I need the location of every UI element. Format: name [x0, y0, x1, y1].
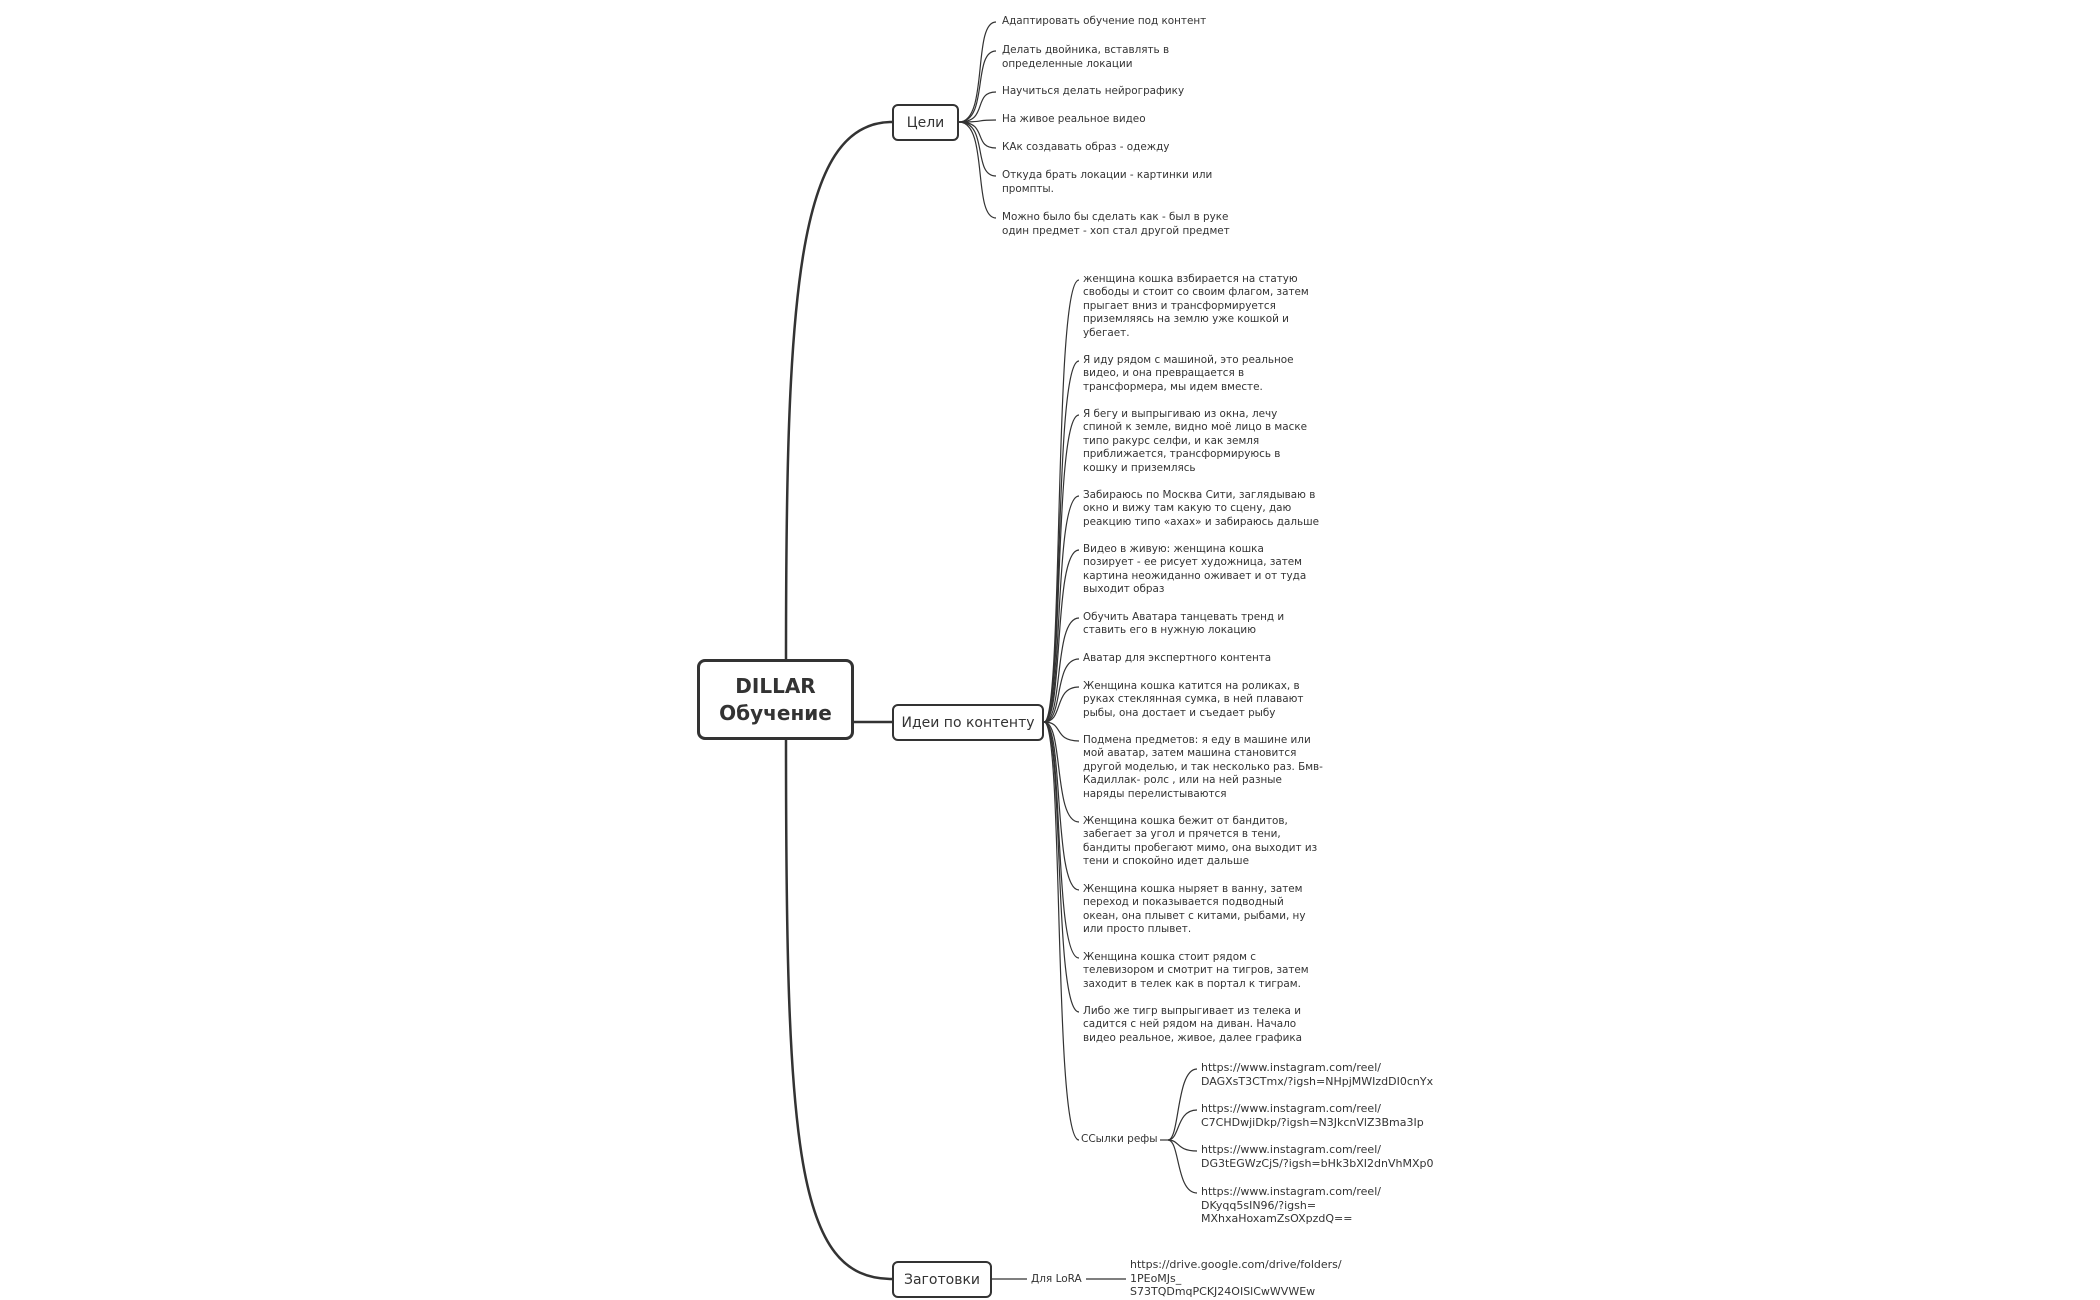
branch-ideas[interactable]: [892, 704, 1044, 741]
idea-item[interactable]: [1083, 354, 1294, 394]
idea-item-line: типо ракурс селфи, и как земля: [1083, 434, 1260, 447]
root-node[interactable]: [697, 659, 854, 740]
edge-idea-item: [1044, 496, 1079, 722]
idea-item-line: кошку и приземлясь: [1083, 461, 1196, 474]
edge-idea-item: [1044, 722, 1079, 890]
idea-item[interactable]: [1083, 951, 1309, 991]
goal-item-line: Адаптировать обучение под контент: [1002, 15, 1207, 27]
idea-item-line: или просто плывет.: [1083, 923, 1192, 936]
edge-goal-item: [959, 122, 996, 176]
idea-item-line: Подмена предметов: я еду в машине или: [1083, 734, 1311, 746]
idea-item-line: Я иду рядом с машиной, это реальное: [1083, 354, 1294, 366]
lora-link-line: https://drive.google.com/drive/folders/: [1130, 1258, 1342, 1271]
edge-idea-refs: [1044, 722, 1079, 1140]
edge-idea-item: [1044, 550, 1079, 722]
goal-item[interactable]: [1002, 113, 1146, 127]
idea-item-line: наряды перелистываются: [1083, 787, 1227, 800]
goal-item[interactable]: [1002, 169, 1212, 196]
idea-item-line: Я бегу и выпрыгиваю из окна, лечу: [1083, 408, 1278, 420]
edge-idea-item: [1044, 687, 1079, 722]
idea-item[interactable]: [1083, 883, 1306, 937]
ref-link-line: MXhxaHoxamZsOXpzdQ==: [1201, 1212, 1353, 1225]
idea-item-line: свободы и стоит со своим флагом, затем: [1083, 286, 1309, 299]
ref-link[interactable]: [1201, 1102, 1424, 1129]
lora-link-line: 1PEoMJs_: [1130, 1271, 1182, 1285]
idea-item-line: Женщина кошка стоит рядом с: [1083, 951, 1256, 963]
goal-item-line: промпты.: [1002, 182, 1054, 195]
idea-item-line: спиной к земле, видно моё лицо в маске: [1083, 421, 1307, 434]
idea-item-line: видео реальное, живое, далее графика: [1083, 1031, 1302, 1044]
goal-item[interactable]: [1002, 15, 1206, 29]
edge-idea-item: [1044, 722, 1079, 741]
goal-item-line: Откуда брать локации - картинки или: [1002, 169, 1213, 181]
edge-idea-item: [1044, 722, 1079, 1012]
idea-item-line: садится с ней рядом на диван. Начало: [1083, 1018, 1297, 1031]
lora-link[interactable]: [1130, 1258, 1342, 1299]
refs-label[interactable]: ССылки рефы: [1081, 1133, 1158, 1145]
edge-idea-item: [1044, 722, 1079, 822]
idea-item-line: реакцию типо «ахах» и забираюсь дальше: [1083, 515, 1319, 528]
idea-item-line: позирует - ее рисует художница, затем: [1083, 556, 1302, 569]
edge-idea-item: [1044, 659, 1079, 722]
idea-item-line: руках стеклянная сумка, в ней плавают: [1083, 693, 1304, 706]
ref-link-line: https://www.instagram.com/reel/: [1201, 1102, 1381, 1115]
idea-item[interactable]: [1083, 611, 1284, 638]
goal-item[interactable]: [1002, 44, 1169, 71]
ref-link-line: https://www.instagram.com/reel/: [1201, 1143, 1381, 1156]
edge-idea-item: [1044, 280, 1079, 722]
idea-item-line: мой аватар, затем машина становится: [1083, 747, 1297, 760]
idea-item-line: Забираюсь по Москва Сити, заглядываю в: [1083, 489, 1316, 501]
idea-item-line: океан, она плывет с китами, рыбами, ну: [1083, 909, 1306, 922]
branch-goals[interactable]: [892, 104, 959, 141]
edge-ref-link: [1168, 1140, 1197, 1151]
idea-item-line: телевизором и смотрит на тигров, затем: [1083, 964, 1309, 977]
idea-item[interactable]: [1083, 489, 1319, 529]
idea-item[interactable]: [1083, 408, 1307, 475]
idea-item[interactable]: [1083, 680, 1303, 720]
edge-goal-item: [959, 122, 996, 218]
idea-item-line: женщина кошка взбирается на статую: [1083, 273, 1298, 285]
goal-item-line: Делать двойника, вставлять в: [1002, 44, 1170, 56]
goal-item-line: Можно было бы сделать как - был в руке: [1002, 211, 1229, 223]
ref-link-line: https://www.instagram.com/reel/: [1201, 1061, 1381, 1074]
ref-link[interactable]: [1201, 1143, 1434, 1170]
idea-item[interactable]: [1083, 543, 1306, 597]
idea-item-line: Женщина кошка бежит от бандитов,: [1083, 815, 1288, 827]
idea-item-line: Аватар для экспертного контента: [1083, 652, 1272, 664]
idea-item[interactable]: [1083, 815, 1317, 869]
edge-idea-item: [1044, 361, 1079, 722]
idea-item-line: другой моделью, и так несколько раз. Бмв-: [1083, 760, 1323, 773]
idea-item-line: бандиты пробегают мимо, она выходит из: [1083, 841, 1318, 854]
ref-link[interactable]: [1201, 1061, 1433, 1088]
edge-ref-link: [1168, 1110, 1197, 1140]
idea-item-line: видео, и она превращается в: [1083, 367, 1245, 380]
idea-item[interactable]: [1083, 734, 1323, 801]
ref-link-line: DKyqq5sIN96/?igsh=: [1201, 1198, 1317, 1212]
idea-item-line: ставить его в нужную локацию: [1083, 624, 1256, 637]
idea-item-line: рыбы, она достает и съедает рыбу: [1083, 706, 1276, 719]
idea-item[interactable]: [1083, 1005, 1302, 1045]
lora-label[interactable]: Для LoRA: [1031, 1273, 1082, 1285]
idea-item-line: приближается, трансформируюсь в: [1083, 448, 1281, 461]
idea-item-line: убегает.: [1083, 326, 1130, 339]
goal-item-line: На живое реальное видео: [1002, 113, 1146, 125]
idea-item-line: Видео в живую: женщина кошка: [1083, 543, 1264, 555]
goal-item[interactable]: [1002, 85, 1184, 99]
idea-item-line: окно и вижу там какую то сцену, даю: [1083, 502, 1292, 515]
goal-item-line: КАк создавать образ - одежду: [1002, 141, 1170, 153]
idea-item-line: переход и показывается подводный: [1083, 896, 1284, 909]
edge-ref-link: [1168, 1069, 1197, 1140]
edge-goal-item: [959, 92, 996, 122]
idea-item-line: Кадиллак- ролс , или на ней разные: [1083, 774, 1282, 787]
goal-item[interactable]: [1002, 211, 1230, 238]
branch-presets-label: Заготовки: [904, 1271, 981, 1288]
idea-item-line: Либо же тигр выпрыгивает из телека и: [1083, 1005, 1301, 1017]
branch-ideas-label: Идеи по контенту: [901, 714, 1035, 731]
branch-goals-label: Цели: [906, 114, 945, 131]
idea-item-line: трансформера, мы идем вместе.: [1083, 380, 1263, 393]
edge-idea-item: [1044, 722, 1079, 958]
idea-item-line: приземляясь на землю уже кошкой и: [1083, 313, 1289, 326]
idea-item-line: заходит в телек как в портал к тиграм.: [1083, 977, 1301, 990]
edge-goal-item: [959, 120, 996, 122]
edge-idea-item: [1044, 618, 1079, 722]
ref-link-line: C7CHDwjiDkp/?igsh=N3JkcnVlZ3Bma3Ip: [1201, 1115, 1424, 1129]
ref-link[interactable]: [1201, 1185, 1381, 1226]
idea-item-line: Женщина кошка катится на роликах, в: [1083, 680, 1300, 692]
goal-item-line: один предмет - хоп стал другой предмет: [1002, 224, 1230, 237]
idea-item-line: Обучить Аватара танцевать тренд и: [1083, 611, 1285, 623]
ref-link-line: https://www.instagram.com/reel/: [1201, 1185, 1381, 1198]
goal-item[interactable]: [1002, 141, 1169, 155]
idea-item-line: тени и спокойно идет дальше: [1083, 855, 1249, 868]
idea-item-line: забегает за угол и прячется в тени,: [1083, 828, 1281, 841]
idea-item-line: картина неожиданно оживает и от туда: [1083, 569, 1307, 582]
edge-goal-item: [959, 122, 996, 148]
branch-presets[interactable]: [892, 1261, 992, 1298]
lora-link-line: S73TQDmqPCKJ24OISlCwWVWEw: [1130, 1285, 1316, 1298]
idea-item-line: прыгает вниз и трансформируется: [1083, 299, 1276, 312]
edge-root-presets: [786, 740, 892, 1279]
edge-root-goals: [786, 122, 892, 660]
root-subtitle: Обучение: [719, 700, 832, 725]
edge-idea-item: [1044, 415, 1079, 722]
root-title: DILLAR: [735, 673, 816, 698]
ref-link-line: DAGXsT3CTmx/?igsh=NHpjMWIzdDI0cnYx: [1201, 1074, 1434, 1088]
goal-item-line: определенные локации: [1002, 57, 1133, 70]
idea-item-line: выходит образ: [1083, 583, 1165, 596]
idea-item[interactable]: [1083, 273, 1309, 340]
edge-goal-item: [959, 22, 996, 122]
edge-ref-link: [1168, 1140, 1197, 1193]
ref-link-line: DG3tEGWzCjS/?igsh=bHk3bXI2dnVhMXp0: [1201, 1156, 1434, 1170]
idea-item[interactable]: [1083, 652, 1271, 665]
edge-goal-item: [959, 51, 996, 122]
idea-item-line: Женщина кошка ныряет в ванну, затем: [1083, 883, 1303, 895]
goal-item-line: Научиться делать нейрографику: [1002, 85, 1185, 97]
